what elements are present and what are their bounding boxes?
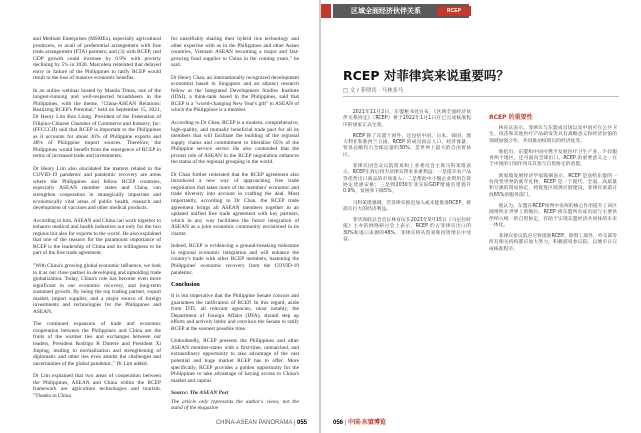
right-column-2	[489, 110, 617, 258]
paragraph: In an online webinar hosted by Manila Times, one of the longest-running and well-respected broadsheets in the Philippines, with the theme, "China-ASEAN Relations: Realizing RCEP's Potential," held on September 15, 2021, Dr Henry Lim Bon Liong, President of the Federation of Filipino-Chinese Chamber of Commerce and Industry, Inc. (FFCCCII) said that RCEP is important to the Philippines as it accounts for about 30% of Philippine exports and 48% of Philippine import sources. Therefore, the Philippines would benefit from the emergence of RCEP in terms of increased trade and investments.	[33, 87, 161, 160]
paragraph: RCEP 除了东盟十国外，还包括中国、日本、韩国、澳大利亚和新西兰五国。RCEP 的成员国总人口、经济体量、贸易总额均占全球总量约30%，是世界上最大的自由贸易区。	[343, 133, 471, 158]
subheading: RCEP 的重要性	[489, 114, 533, 121]
paragraph: Undoubtedly, RCEP presents the Philippines and other ASEAN member-states with a first-time, unmatched, and extraordinary opportunity to take advantage of the vast potential and huge market RCEP has to offer. More specifically, RCEP provides a golden opportunity for the Philippines to take advantage of having access to China's market and capital.	[171, 338, 299, 384]
byline: □ 文 / 菲律宾 · 马林多马	[343, 88, 404, 94]
editorial-note: The article only represents the author's views, not the stand of the magazine	[171, 398, 299, 412]
paragraph: 新加坡发展经济学家陈刚表示，RCEP 是送给东盟的一份改变世界的新年礼物。RCEP 是一个现代、全面、高质量和互惠的贸易协定，将促进区域供应链建设，菲律宾承诺开放65%的服务部门。	[489, 173, 617, 198]
folio-label: CHINA-ASEAN PANORAMA	[215, 420, 293, 426]
right-folio: 056 | 中国-东盟博览	[333, 420, 386, 426]
paragraph: 他指出，东盟和中国可携手发展医疗卫生产业，不仅服务两个地区，还可面向全球出口。RCEP 的重要意义之一在于中国的引领作用及其参与自贸协定的意愿。	[489, 149, 617, 168]
paragraph: Dr Henry Lim also elucidated the matters related to the COVID-19 pandemic and pandemic recovery are areas where the Philippines and fellow RCEP countries, especially ASEAN member states and China, can strengthen cooperation in strategically important and economically vital areas of public health, research and development of vaccines and other medical products.	[33, 165, 161, 212]
title-divider	[343, 96, 619, 97]
paragraph: The continued expansion of trade and economic cooperation between the Philippines and China are the fruits of the warmer ties and exchanges between our leaders, President Rodrigo R Duterte and President Xi Jinping, leading to normalization and strengthening of diplomatic and other ties even amidst the challenges and uncertainties of the global pandemic," Dr Lim added.	[33, 321, 161, 367]
conclusion-heading: Conclusion	[171, 282, 200, 289]
paragraph: Indeed, RCEP is evidencing a ground-breaking milestone in regional economic integration and will enhance the country's trade with other RCEP members, hastening the Philippines' economic recovery from the COVID-19 pandemic.	[171, 243, 299, 276]
left-column-2	[171, 36, 299, 418]
section-band	[321, 4, 641, 18]
paragraph: for unselfishly sharing their hybrid rice technology and other expertise with us in the Philippines and other Asean countries, Vietnam ASEAN becoming a major and fast-growing food supplier to China in the coming years," he said.	[171, 36, 299, 69]
paragraph: and Medium Enterprises (MSMEs), especially agricultural producers, to avail of preferential arrangement with free trade arrangement (FTA) partners; and (3) with RCEP, real GDP growth could increase by 0.9% with poverty declining by 5% in 2030. Marcoleta reiterated that delayed entry or failure of the Philippines to ratify RCEP would result to the loss of massive economic benefits.	[33, 36, 161, 82]
paragraph: 菲律宾参议院应尽快批准RCEP。除贸工部外，外交部等所有相关机构都应加大努力，积极游说参议院，以便早日完成核准程序。	[489, 234, 617, 252]
paragraph: 马科莱塔强调，若菲律宾推迟加入或未能批准RCEP，将损失巨大的经济利益。	[343, 200, 471, 212]
right-column-1	[343, 110, 471, 248]
paragraph: 2021年11月2日，东盟秘书处宣布，《区域全面经济伙伴关系协定》（RCEP）将于2022年1月1日在已完成核准程序的国家正式生效。	[343, 110, 471, 128]
magazine-brand: 中国-东盟博览	[347, 420, 386, 426]
paragraph: 他认为，东盟在RCEP谈判中发挥的核心作用提升了该区域组织在世界上的地位。RCEP 将东盟所有成员国与主要伙伴纳入统一的自贸协定，有助于实现东盟经济共同体的未来一体化。	[489, 203, 617, 228]
band-accent	[321, 4, 331, 18]
source-line: Source: The ASEAN Post	[171, 390, 229, 397]
paragraph: It is but imperative that the Philippine Senate concurs and guarantees the ratification of RCEP. In this regard, aside from DTI, all relevant agencies, most notably, the Department of Foreign Affairs (DFA), should step up efforts and actively lobby and convince the Senate to ratify RCEP at the soonest possible time.	[171, 293, 299, 332]
page-number: 056	[333, 420, 344, 426]
paragraph: 林育庆表示，菲律宾与东盟成员国以及中国可在公共卫生、疫苗和其他医疗产品研发等具有战略意义和经济价值的领域加强合作，共同推动疫情后的经济复苏。	[489, 126, 617, 144]
paragraph: 菲律宾国会众议院贸易和工业委员会主席马科莱塔表示，RCEP生效后将为菲律宾带来多重利益：一是提升农产品等优势出口商品的市场准入；二是帮助中小微企业利用自贸协定优惠安排；三是到2030年菲实际GDP增速有望提升0.9%，贫困率下降5%。	[343, 164, 471, 195]
left-folio: CHINA-ASEAN PANORAMA | 055	[215, 420, 307, 426]
paragraph: Dr Henry Chan, an internationally recognized development economist based in Singapore and an adjunct research fellow at the Integrated Development Studies Institute (IDSI), a think-tank based in the Philippines, said that RCEP is a "world-changing New Year's gift" to ASEAN of which the Philippines is a member.	[171, 74, 299, 114]
page-number: 055	[296, 420, 307, 426]
section-tag: RCEP	[437, 6, 471, 16]
paragraph: 菲华商联总会会长林育庆在2021年9月15日《马尼拉时报》主办的网络研讨会上表示，RCEP 约占菲律宾出口的30%和进口来源的48%，菲律宾将从贸易和投资增长中受益。	[343, 218, 471, 243]
left-page	[0, 0, 319, 433]
band-bar	[333, 4, 469, 18]
right-page	[321, 0, 641, 433]
section-label: 区域全面经济伙伴关系	[351, 7, 421, 15]
article-title: RCEP 对菲律宾来说重要吗？	[343, 68, 509, 83]
paragraph: According to Dr Chan, RCEP is a modern, comprehensive, high-quality, and mutually beneficial trade pact for all its members that will facilitate the building of the regional supply chains and commitment to liberalize 65% of the Philippine service sector. He also contended that the pivotal role of ASEAN in the RCEP negotiation enhances the status of the regional grouping in the world.	[171, 120, 299, 166]
paragraph: According to him, ASEAN and China can work together to enhance medical and health industries not only for the two regions but also for exports to the world. He also explained that one of the reasons for the paramount importance of RCEP is the leadership of China and its willingness to be part of the free trade agreement.	[33, 217, 161, 257]
paragraph: Dr Lim explained that two areas of cooperation between the Philippines, ASEAN and China within the RCEP framework are agriculture technologies and tourism. "Thanks to China	[33, 373, 161, 399]
paragraph: "With China's growing global economic influence, we look to it as our close partner in developing and upholding trade globalization. Today, China's role has become even more significant in our economic recovery, and long-term sustained growth. By being the top trading partner, export market, import supplier, and a major source of foreign investments and technologies for the Philippines and ASEAN.	[33, 262, 161, 315]
paragraph: Dr Chan further reiterated that the RCEP agreement also introduced a new way of approaching free trade negotiation that takes more of the members' economic and trade diversity into account in crafting the deal. Most importantly, according to Dr Chan, the RCEP trade agreement brings all ASEAN members together in an updated unified free trade agreement with key partners, which in any way facilitates the future integration of ASEAN as a joint economic community envisioned in its charter.	[171, 171, 299, 237]
left-column-1	[33, 36, 161, 405]
